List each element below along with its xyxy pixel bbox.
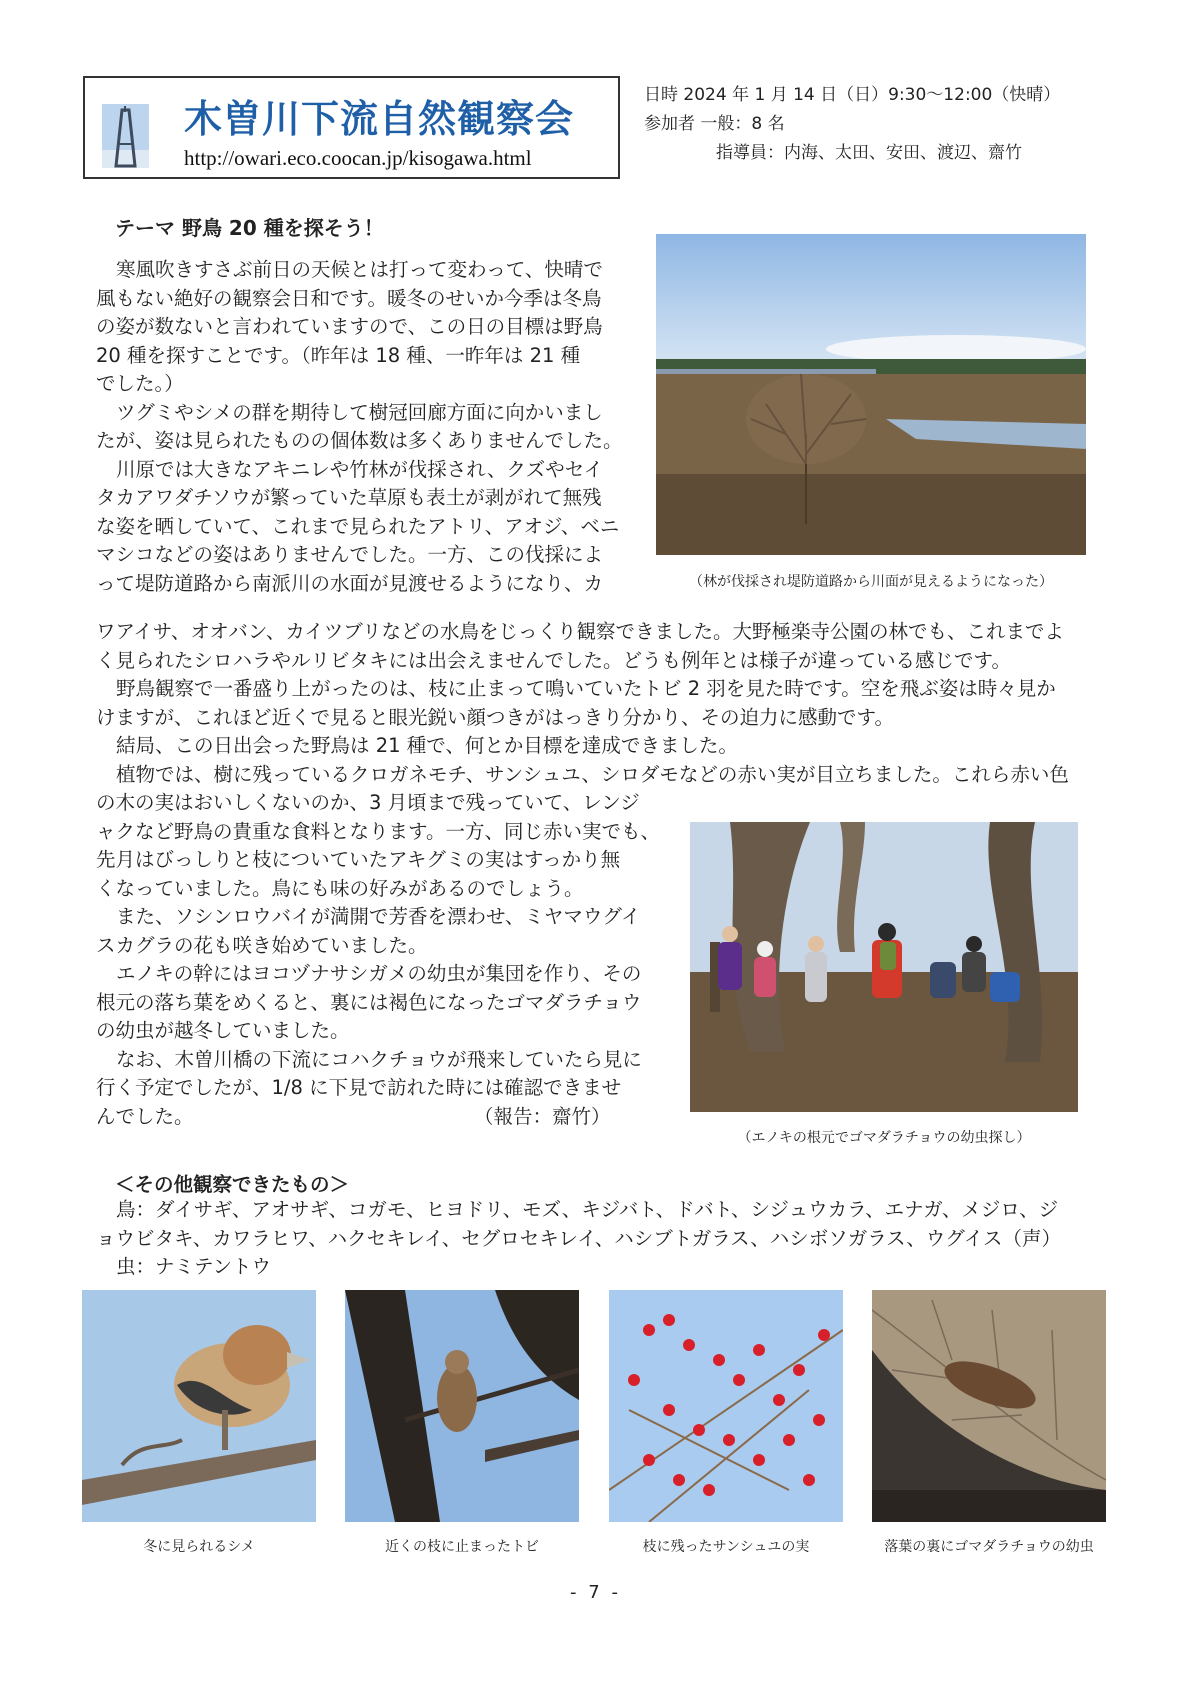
river-photo-caption: （林が伐採され堤防道路から川面が見えるようになった） <box>689 574 1053 590</box>
body-full <box>96 618 1096 789</box>
body-line: な姿を晒していて、これまで見られたアトリ、アオジ、ベニ <box>96 514 620 538</box>
body-line: って堤防道路から南派川の水面が見渡せるようになり、カ <box>96 571 604 595</box>
theme-heading: テーマ 野鳥 20 種を探そう！ <box>115 216 384 240</box>
body-mid <box>96 789 664 1131</box>
body-line: 先月はびっしりと枝についていたアキグミの実はすっかり無 <box>96 848 621 871</box>
body-line: 植物では、樹に残っているクロガネモチ、サンシュユ、シロダモなどの赤い実が目立ちました。これら赤い色 <box>116 762 1069 786</box>
body-line: マシコなどの姿はありませんでした。一方、この伐採によ <box>96 543 604 566</box>
body-line: けますが、これほど近くで見ると眼光鋭い顔つきがはっきり分かり、その迫力に感動です。 <box>96 705 894 729</box>
people-photo-caption: （エノキの根元でゴマダラチョウの幼虫探し） <box>737 1130 1031 1146</box>
shime-photo <box>82 1290 316 1522</box>
others-heading: ＜その他観察できたもの＞ <box>115 1173 350 1196</box>
page-number: - 7 - <box>570 1582 621 1603</box>
insects-line: 虫：ナミテントウ <box>116 1255 272 1278</box>
body-line: の木の実はおいしくないのか、3 月頃まで残っていて、レンジ <box>96 791 640 814</box>
birds-line: ョウビタキ、カワラヒワ、ハクセキレイ、セグロセキレイ、ハシブトガラス、ハシボソガラス、ウグイス（声） <box>96 1226 1062 1250</box>
sanshuyu-caption: 枝に残ったサンシュユの実 <box>642 1539 810 1555</box>
body-line: なお、木曽川橋の下流にコハクチョウが飛来していたら見に <box>116 1047 642 1071</box>
body-line: 結局、この日出会った野鳥は 21 種で、何とか目標を達成できました。 <box>116 734 738 757</box>
body-line: の姿が数ないと言われていますので、この日の目標は野鳥 <box>96 315 603 338</box>
larva-photo <box>872 1290 1106 1522</box>
guides: 指導員：内海、太田、安田、渡辺、齋竹 <box>716 143 1022 163</box>
body-line: 風もない絶好の観察会日和です。暖冬のせいか今季は冬鳥 <box>96 286 602 310</box>
body-line: たが、姿は見られたものの個体数は多くありませんでした。 <box>96 429 623 452</box>
body-top <box>96 256 632 598</box>
others-list <box>96 1196 1106 1282</box>
sanshuyu-photo <box>609 1290 843 1522</box>
body-line: ャクなど野鳥の貴重な食料となります。一方、同じ赤い実でも、 <box>96 819 660 843</box>
body-line: タカアワダチソウが繁っていた草原も表土が剥がれて無残 <box>96 486 602 509</box>
site-url-link[interactable]: http://owari.eco.coocan.jp/kisogawa.html <box>184 146 532 170</box>
tobi-photo <box>345 1290 579 1522</box>
body-line: 寒風吹きすさぶ前日の天候とは打って変わって、快晴で <box>116 258 603 281</box>
body-line: く見られたシロハラやルリビタキには出会えませんでした。どうも例年とは様子が違っている感じです。 <box>96 648 1011 672</box>
reporter: （報告：齋竹） <box>474 1104 611 1128</box>
body-line: ツグミやシメの群を期待して樹冠回廊方面に向かいまし <box>116 400 603 424</box>
body-line: スカグラの花も咲き始めていました。 <box>96 933 428 957</box>
body-line: 根元の落ち葉をめくると、裏には褐色になったゴマダラチョウ <box>96 990 642 1014</box>
larva-caption: 落葉の裏にゴマダラチョウの幼虫 <box>884 1539 1094 1555</box>
river-photo <box>656 234 1086 555</box>
shime-caption: 冬に見られるシメ <box>143 1539 255 1555</box>
body-line: エノキの幹にはヨコヅナサシガメの幼虫が集団を作り、その <box>116 962 642 985</box>
body-line: また、ソシンロウバイが満開で芳香を漂わせ、ミヤマウグイ <box>116 905 641 928</box>
body-line: 20 種を探すことです。（昨年は 18 種、一昨年は 21 種 <box>96 343 581 367</box>
body-line: くなっていました。鳥にも味の好みがあるのでしょう。 <box>96 876 584 900</box>
site-title: 木曽川下流自然観察会 <box>184 97 575 141</box>
body-line: の幼虫が越冬していました。 <box>96 1019 350 1042</box>
participants: 参加者 一般：8 名 <box>644 114 785 134</box>
body-line: 野鳥観察で一番盛り上がったのは、枝に止まって鳴いていたトビ 2 羽を見た時です。空を飛ぶ姿は時々見か <box>116 677 1056 700</box>
people-photo <box>690 822 1078 1112</box>
body-line: 川原では大きなアキニレや竹林が伐採され、クズやセイ <box>116 457 604 481</box>
body-line: でした。） <box>96 372 184 395</box>
event-date: 日時 2024 年 1 月 14 日（日）9:30〜12:00（快晴） <box>644 85 1061 105</box>
body-line: 行く予定でしたが、1/8 に下見で訪れた時には確認できませ <box>96 1076 622 1099</box>
body-line: んでした。 <box>96 1104 194 1128</box>
tobi-caption: 近くの枝に止まったトビ <box>385 1539 539 1555</box>
birds-line: 鳥：ダイサギ、アオサギ、コガモ、ヒヨドリ、モズ、キジバト、ドバト、シジュウカラ、エナガ、メジロ、ジ <box>116 1198 1059 1221</box>
body-line: ワアイサ、オオバン、カイツブリなどの水鳥をじっくり観察できました。大野極楽寺公園の林でも、これまでよ <box>96 620 1064 643</box>
tower-logo-icon <box>102 104 149 168</box>
